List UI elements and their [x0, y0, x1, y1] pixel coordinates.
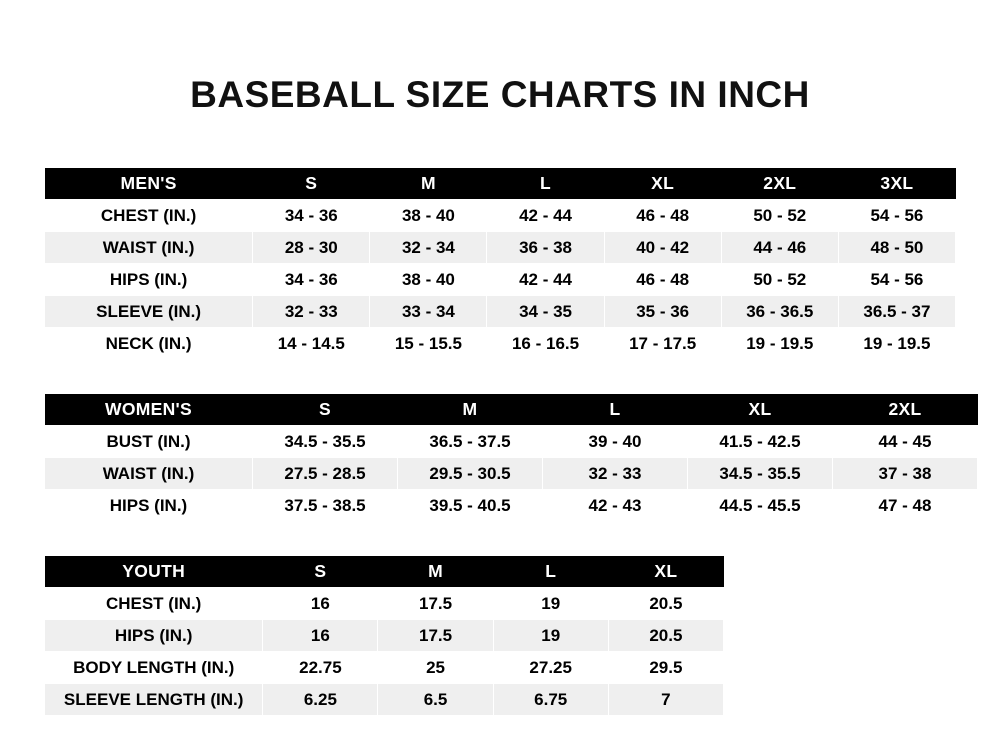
cell: 6.75 [493, 684, 608, 716]
cell: 34.5 - 35.5 [253, 426, 398, 458]
cell: 38 - 40 [370, 264, 487, 296]
cell: 34.5 - 35.5 [688, 458, 833, 490]
row-label: HIPS (IN.) [45, 620, 263, 652]
cell: 25 [378, 652, 493, 684]
womens-header-xl: XL [688, 394, 833, 426]
mens-header-category: MEN'S [45, 168, 253, 200]
cell: 28 - 30 [253, 232, 370, 264]
row-label: WAIST (IN.) [45, 458, 253, 490]
cell: 16 [263, 620, 378, 652]
table-row [45, 426, 978, 458]
mens-header-s: S [253, 168, 370, 200]
womens-size-table [44, 394, 978, 522]
cell: 17 - 17.5 [604, 328, 721, 360]
youth-header-xl: XL [608, 556, 723, 588]
cell: 17.5 [378, 588, 493, 620]
youth-header-m: M [378, 556, 493, 588]
cell: 36.5 - 37.5 [398, 426, 543, 458]
cell: 46 - 48 [604, 200, 721, 232]
cell: 32 - 33 [543, 458, 688, 490]
youth-table-body [45, 588, 724, 716]
row-label: SLEEVE (IN.) [45, 296, 253, 328]
womens-header-category: WOMEN'S [45, 394, 253, 426]
row-label: WAIST (IN.) [45, 232, 253, 264]
mens-table-header [45, 168, 956, 200]
womens-header-l: L [543, 394, 688, 426]
section-spacer [44, 522, 956, 556]
youth-header-l: L [493, 556, 608, 588]
mens-header-xl: XL [604, 168, 721, 200]
youth-table-header [45, 556, 724, 588]
cell: 37.5 - 38.5 [253, 490, 398, 522]
womens-header-2xl: 2XL [833, 394, 978, 426]
youth-size-table [44, 556, 724, 716]
cell: 6.25 [263, 684, 378, 716]
cell: 44.5 - 45.5 [688, 490, 833, 522]
cell: 27.5 - 28.5 [253, 458, 398, 490]
cell: 29.5 - 30.5 [398, 458, 543, 490]
table-row [45, 490, 978, 522]
mens-size-table [44, 168, 956, 360]
table-row [45, 684, 724, 716]
table-row [45, 200, 956, 232]
cell: 54 - 56 [838, 264, 955, 296]
womens-header-s: S [253, 394, 398, 426]
cell: 35 - 36 [604, 296, 721, 328]
cell: 19 - 19.5 [721, 328, 838, 360]
cell: 48 - 50 [838, 232, 955, 264]
womens-table-header [45, 394, 978, 426]
table-row [45, 620, 724, 652]
cell: 20.5 [608, 620, 723, 652]
cell: 19 - 19.5 [838, 328, 955, 360]
cell: 19 [493, 588, 608, 620]
cell: 32 - 33 [253, 296, 370, 328]
cell: 33 - 34 [370, 296, 487, 328]
cell: 42 - 44 [487, 200, 604, 232]
cell: 39.5 - 40.5 [398, 490, 543, 522]
cell: 37 - 38 [833, 458, 978, 490]
mens-header-3xl: 3XL [838, 168, 955, 200]
cell: 36.5 - 37 [838, 296, 955, 328]
table-row [45, 296, 956, 328]
cell: 42 - 44 [487, 264, 604, 296]
table-row [45, 588, 724, 620]
cell: 34 - 35 [487, 296, 604, 328]
mens-header-m: M [370, 168, 487, 200]
cell: 34 - 36 [253, 264, 370, 296]
table-row [45, 264, 956, 296]
cell: 46 - 48 [604, 264, 721, 296]
mens-header-l: L [487, 168, 604, 200]
cell: 29.5 [608, 652, 723, 684]
row-label: CHEST (IN.) [45, 588, 263, 620]
cell: 38 - 40 [370, 200, 487, 232]
cell: 36 - 38 [487, 232, 604, 264]
table-row [45, 328, 956, 360]
cell: 50 - 52 [721, 200, 838, 232]
table-row [45, 458, 978, 490]
cell: 17.5 [378, 620, 493, 652]
table-header-row [45, 168, 956, 200]
cell: 44 - 45 [833, 426, 978, 458]
womens-table-body [45, 426, 978, 522]
cell: 7 [608, 684, 723, 716]
womens-header-m: M [398, 394, 543, 426]
row-label: BUST (IN.) [45, 426, 253, 458]
cell: 6.5 [378, 684, 493, 716]
row-label: NECK (IN.) [45, 328, 253, 360]
table-header-row [45, 556, 724, 588]
cell: 54 - 56 [838, 200, 955, 232]
cell: 32 - 34 [370, 232, 487, 264]
charts-container [0, 168, 1000, 716]
youth-header-category: YOUTH [45, 556, 263, 588]
cell: 27.25 [493, 652, 608, 684]
cell: 36 - 36.5 [721, 296, 838, 328]
cell: 50 - 52 [721, 264, 838, 296]
table-row [45, 652, 724, 684]
cell: 40 - 42 [604, 232, 721, 264]
cell: 15 - 15.5 [370, 328, 487, 360]
cell: 41.5 - 42.5 [688, 426, 833, 458]
section-spacer [44, 360, 956, 394]
row-label: HIPS (IN.) [45, 264, 253, 296]
cell: 20.5 [608, 588, 723, 620]
cell: 39 - 40 [543, 426, 688, 458]
cell: 16 [263, 588, 378, 620]
table-header-row [45, 394, 978, 426]
cell: 47 - 48 [833, 490, 978, 522]
row-label: HIPS (IN.) [45, 490, 253, 522]
mens-table-body [45, 200, 956, 360]
table-row [45, 232, 956, 264]
page-title: BASEBALL SIZE CHARTS IN INCH [190, 74, 810, 115]
cell: 22.75 [263, 652, 378, 684]
row-label: BODY LENGTH (IN.) [45, 652, 263, 684]
cell: 16 - 16.5 [487, 328, 604, 360]
cell: 34 - 36 [253, 200, 370, 232]
cell: 44 - 46 [721, 232, 838, 264]
cell: 42 - 43 [543, 490, 688, 522]
mens-header-2xl: 2XL [721, 168, 838, 200]
cell: 19 [493, 620, 608, 652]
row-label: CHEST (IN.) [45, 200, 253, 232]
row-label: SLEEVE LENGTH (IN.) [45, 684, 263, 716]
youth-header-s: S [263, 556, 378, 588]
cell: 14 - 14.5 [253, 328, 370, 360]
